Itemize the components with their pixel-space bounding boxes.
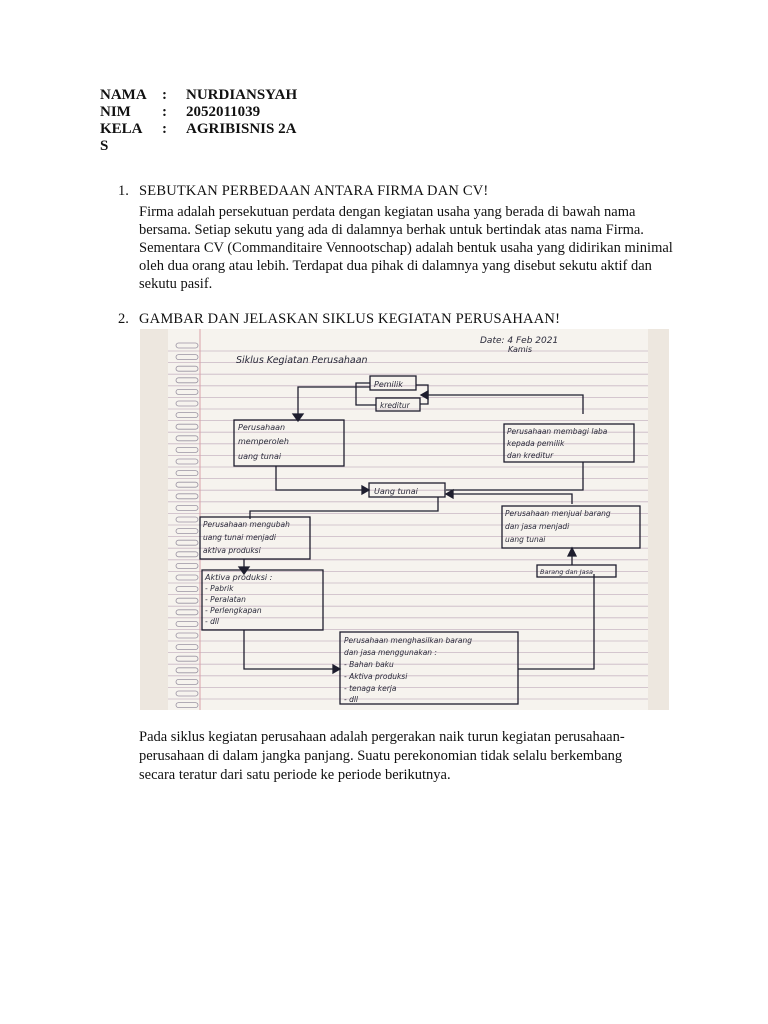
node-menghasilkan-line: - Bahan baku: [344, 660, 394, 669]
node-menjual-line: uang tunai: [505, 535, 546, 544]
node-aktiva-line: Aktiva produksi :: [205, 573, 273, 582]
question-number: 2.: [118, 311, 129, 327]
node-memperoleh-line: Perusahaan: [238, 423, 286, 432]
question-2: [118, 310, 678, 328]
info-colon: :: [162, 104, 167, 120]
node-aktiva-line: - Perlengkapan: [205, 606, 262, 615]
answer-2-paragraph: Pada siklus kegiatan perusahaan adalah pergerakan naik turun kegiatan perusahaan-perusahaan di dalam jangka panjang. Suatu perekonomian tidak selalu berkembang secara teratur dari satu periode ke periode berikutnya.: [139, 729, 625, 783]
info-row-nim: [100, 104, 297, 121]
info-value: 2052011039: [186, 104, 261, 120]
node-mengubah-line: Perusahaan mengubah: [203, 520, 290, 529]
info-colon: :: [162, 121, 167, 137]
node-membagi-line: dan kreditur: [507, 451, 554, 460]
diagram-title: Siklus Kegiatan Perusahaan: [236, 355, 368, 366]
info-row-kelas: [100, 121, 297, 138]
question-title: GAMBAR DAN JELASKAN SIKLUS KEGIATAN PERUSAHAAN!: [139, 311, 561, 327]
info-label: NAMA: [100, 87, 147, 103]
node-aktiva-line: - dll: [205, 617, 220, 626]
node-menghasilkan-line: - dll: [344, 695, 359, 704]
cycle-diagram-photo: [140, 329, 669, 710]
node-pemilik: Pemilik: [374, 380, 403, 389]
info-row-kelas-wrap: [100, 138, 297, 155]
node-uang-tunai: Uang tunai: [374, 487, 418, 496]
node-memperoleh-line: uang tunai: [238, 452, 282, 461]
question-title: SEBUTKAN PERBEDAAN ANTARA FIRMA DAN CV!: [139, 183, 489, 199]
node-membagi-line: kepada pemilik: [507, 439, 565, 448]
info-colon: :: [162, 87, 167, 103]
info-label: KELA: [100, 121, 143, 137]
node-mengubah-line: uang tunai menjadi: [203, 533, 276, 542]
node-mengubah-line: aktiva produksi: [203, 546, 261, 555]
node-menghasilkan-line: - Aktiva produksi: [344, 672, 408, 681]
question-answer: Firma adalah persekutuan perdata dengan kegiatan usaha yang berada di bawah nama bersama. Setiap sekutu yang ada di dalamnya berhak untuk bertindak atas nama Firma. Sementara CV (Commanditaire Vennootschap) adalah bentuk usaha yang didirikan minimal oleh dua orang atau lebih. Terdapat dua pihak di dalamnya yang disebut sekutu aktif dan sekutu pasif.: [139, 204, 673, 292]
question-number: 1.: [118, 183, 129, 199]
node-menghasilkan-line: Perusahaan menghasilkan barang: [344, 636, 473, 645]
node-aktiva-line: - Pabrik: [205, 584, 234, 593]
student-info: [100, 87, 297, 155]
info-colon: [162, 138, 186, 155]
node-menghasilkan-line: - tenaga kerja: [344, 684, 397, 693]
info-label: NIM: [100, 104, 131, 120]
node-barang-jasa: Barang dan Jasa: [540, 568, 593, 576]
node-menghasilkan-line: dan jasa menggunakan :: [344, 648, 437, 657]
info-row-nama: [100, 87, 297, 104]
node-menjual-line: Perusahaan menjual barang: [505, 509, 611, 518]
diagram-svg: [140, 329, 669, 710]
node-memperoleh-line: memperoleh: [238, 437, 289, 446]
info-label: S: [100, 138, 109, 154]
info-value: AGRIBISNIS 2A: [186, 121, 297, 137]
diagram-date: Date: 4 Feb 2021: [480, 336, 559, 346]
diagram-day: Kamis: [508, 345, 533, 354]
node-aktiva-line: - Peralatan: [205, 595, 246, 604]
node-kreditur: kreditur: [380, 401, 410, 410]
node-membagi-line: Perusahaan membagi laba: [507, 427, 608, 436]
info-value: NURDIANSYAH: [186, 87, 298, 103]
question-1: [118, 182, 678, 293]
node-menjual-line: dan jasa menjadi: [505, 522, 570, 531]
